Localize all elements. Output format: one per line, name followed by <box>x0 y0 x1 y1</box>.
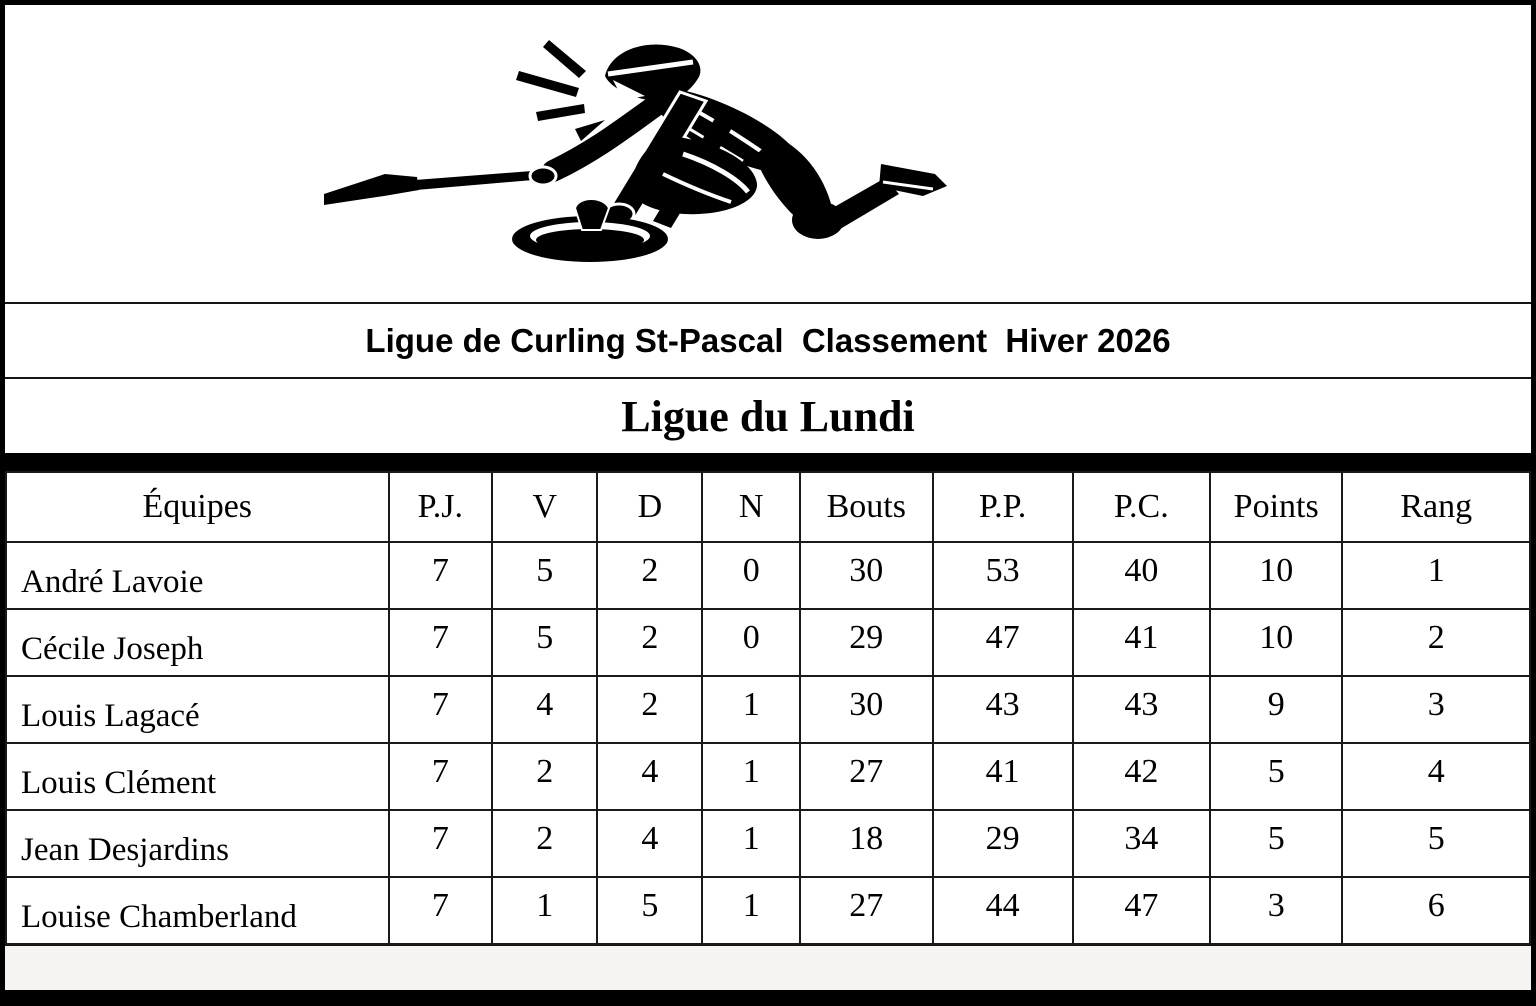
stat-points: 3 <box>1210 877 1343 944</box>
stat-pp: 44 <box>933 877 1073 944</box>
stat-bouts: 27 <box>800 877 933 944</box>
stat-pp: 29 <box>933 810 1073 877</box>
league-subtitle: Ligue du Lundi <box>621 391 915 441</box>
stat-d: 4 <box>597 810 702 877</box>
stat-v: 2 <box>492 743 597 810</box>
stat-pj: 7 <box>389 542 493 609</box>
stat-n: 1 <box>702 810 800 877</box>
stat-pp: 47 <box>933 609 1073 676</box>
team-name: Louis Lagacé <box>6 676 389 743</box>
stat-v: 5 <box>492 609 597 676</box>
stat-pj: 7 <box>389 609 493 676</box>
stat-v: 2 <box>492 810 597 877</box>
stat-bouts: 29 <box>800 609 933 676</box>
stat-n: 0 <box>702 542 800 609</box>
stat-d: 4 <box>597 743 702 810</box>
stat-d: 2 <box>597 609 702 676</box>
broom-head <box>324 174 419 205</box>
stat-d: 2 <box>597 676 702 743</box>
header-n: N <box>702 472 800 542</box>
stat-rang: 5 <box>1342 810 1530 877</box>
page-title: Ligue de Curling St-Pascal Classement Hiver 2026 <box>365 321 1171 359</box>
stat-pc: 40 <box>1073 542 1210 609</box>
table-row <box>6 810 1530 877</box>
stat-bouts: 18 <box>800 810 933 877</box>
stat-pp: 43 <box>933 676 1073 743</box>
table-row <box>6 743 1530 810</box>
stat-pc: 47 <box>1073 877 1210 944</box>
stat-v: 4 <box>492 676 597 743</box>
stat-bouts: 30 <box>800 676 933 743</box>
stat-pj: 7 <box>389 877 493 944</box>
stat-pc: 34 <box>1073 810 1210 877</box>
stat-points: 10 <box>1210 609 1343 676</box>
stat-pp: 53 <box>933 542 1073 609</box>
header-v: V <box>492 472 597 542</box>
speed-mark-icon <box>543 40 586 78</box>
stat-rang: 3 <box>1342 676 1530 743</box>
team-name: Cécile Joseph <box>6 609 389 676</box>
stat-rang: 1 <box>1342 542 1530 609</box>
table-row <box>6 542 1530 609</box>
stat-points: 9 <box>1210 676 1343 743</box>
header-points: Points <box>1210 472 1343 542</box>
title-band <box>5 304 1531 379</box>
footer-strip <box>5 945 1531 990</box>
curling-player-illustration <box>318 34 1218 274</box>
stat-rang: 2 <box>1342 609 1530 676</box>
header-d: D <box>597 472 702 542</box>
table-header-row <box>6 472 1530 542</box>
header-pp: P.P. <box>933 472 1073 542</box>
table-row <box>6 877 1530 944</box>
stat-points: 5 <box>1210 743 1343 810</box>
stat-bouts: 30 <box>800 542 933 609</box>
stat-rang: 6 <box>1342 877 1530 944</box>
stat-n: 1 <box>702 743 800 810</box>
header-pj: P.J. <box>389 472 493 542</box>
speed-mark-icon <box>516 71 579 97</box>
table-row <box>6 676 1530 743</box>
table-row <box>6 609 1530 676</box>
stat-pc: 43 <box>1073 676 1210 743</box>
standings-table <box>5 471 1531 945</box>
stat-pj: 7 <box>389 676 493 743</box>
stat-pp: 41 <box>933 743 1073 810</box>
stat-n: 1 <box>702 877 800 944</box>
stat-pj: 7 <box>389 810 493 877</box>
stat-n: 0 <box>702 609 800 676</box>
speed-mark-icon <box>536 104 585 121</box>
broom-handle <box>415 171 533 190</box>
team-name: Louis Clément <box>6 743 389 810</box>
header-equipes: Équipes <box>6 472 389 542</box>
stat-bouts: 27 <box>800 743 933 810</box>
stat-pc: 42 <box>1073 743 1210 810</box>
stat-d: 2 <box>597 542 702 609</box>
stat-d: 5 <box>597 877 702 944</box>
header-pc: P.C. <box>1073 472 1210 542</box>
stat-v: 5 <box>492 542 597 609</box>
stat-pc: 41 <box>1073 609 1210 676</box>
stat-points: 10 <box>1210 542 1343 609</box>
header-bouts: Bouts <box>800 472 933 542</box>
team-name: André Lavoie <box>6 542 389 609</box>
team-name: Jean Desjardins <box>6 810 389 877</box>
team-name: Louise Chamberland <box>6 877 389 944</box>
player-hand <box>530 167 556 185</box>
stat-pj: 7 <box>389 743 493 810</box>
stat-v: 1 <box>492 877 597 944</box>
stat-points: 5 <box>1210 810 1343 877</box>
illustration-band <box>5 5 1531 304</box>
stat-n: 1 <box>702 676 800 743</box>
subtitle-band <box>5 379 1531 453</box>
thick-divider <box>5 453 1531 471</box>
header-rang: Rang <box>1342 472 1530 542</box>
stat-rang: 4 <box>1342 743 1530 810</box>
